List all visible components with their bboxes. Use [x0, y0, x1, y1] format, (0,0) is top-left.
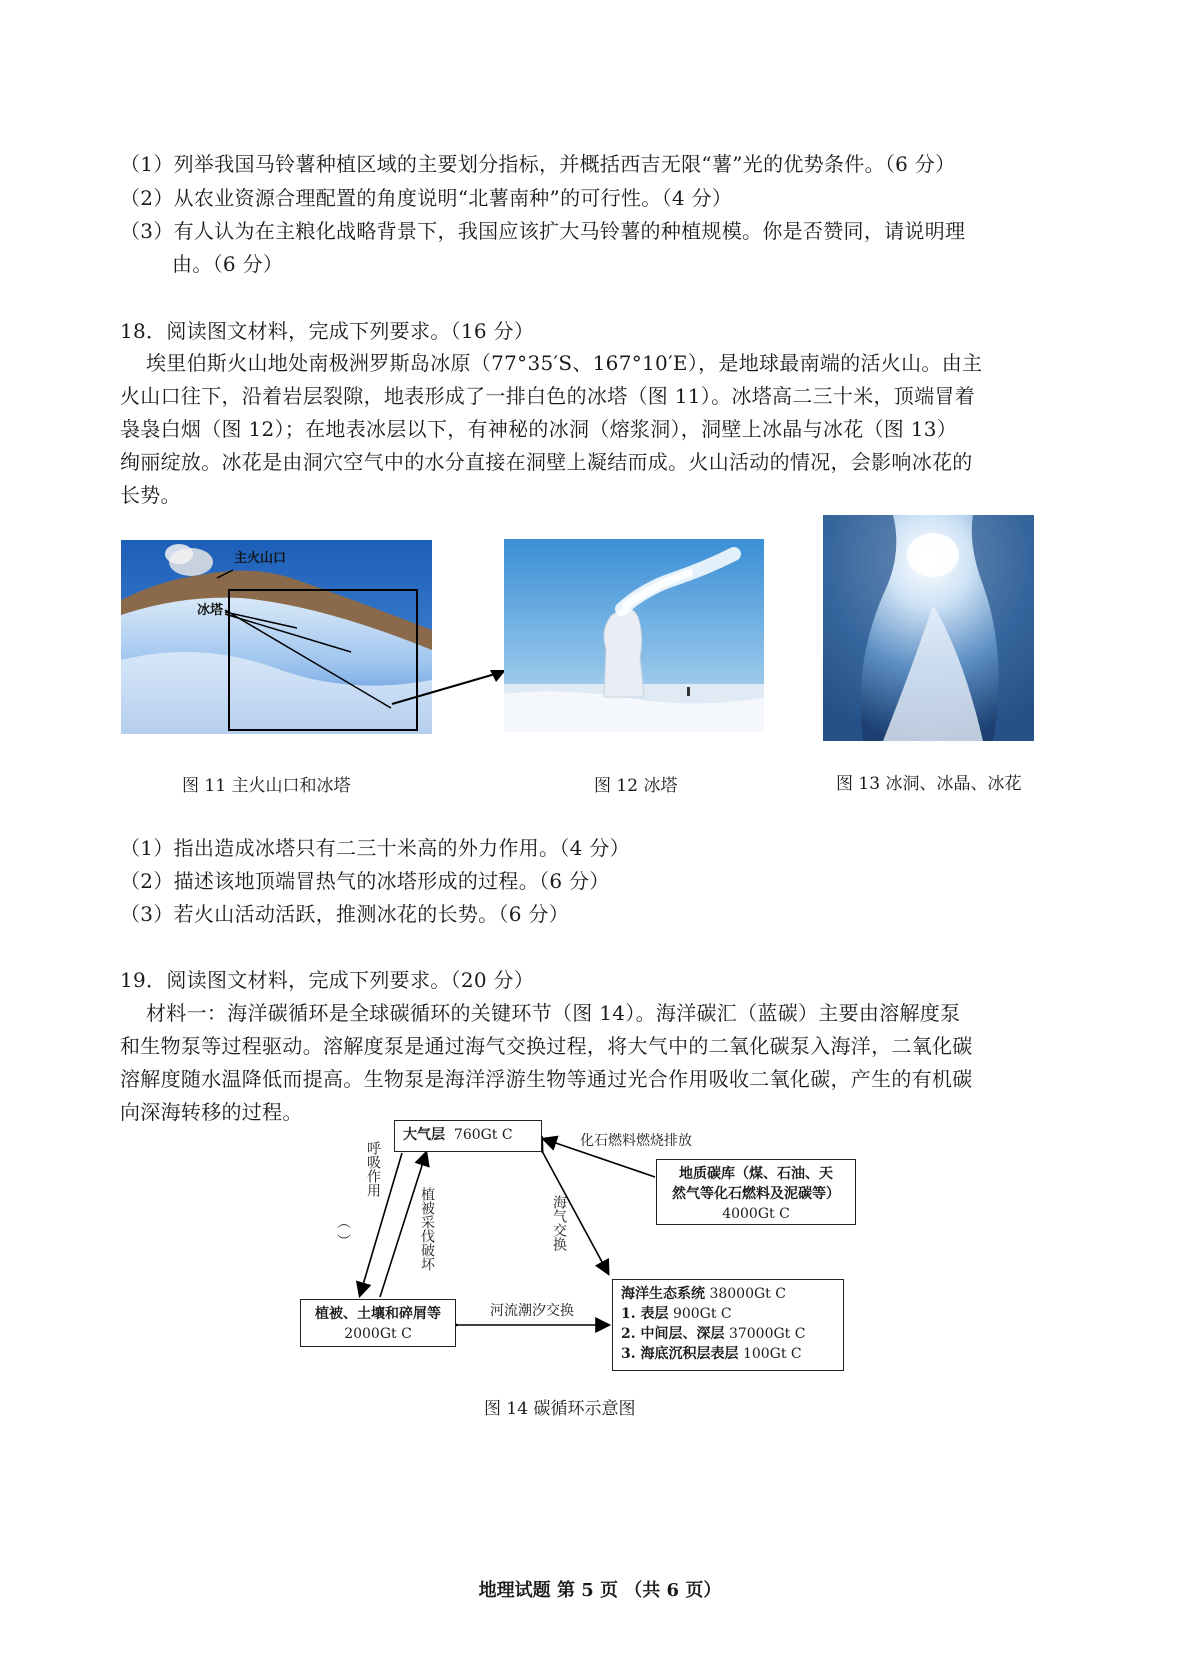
fig11-to-fig12-arrow [390, 660, 510, 710]
fig11-label-crater: 主火山口 [234, 551, 287, 566]
fig14-ocean-layer-3-name: 3. 海底沉积层表层 [621, 1346, 739, 1362]
fig14-ocean-layer-1-value: 900Gt C [672, 1306, 732, 1322]
q18-item-1: （1）指出造成冰塔只有二三十米高的外力作用。（4 分） [120, 836, 630, 860]
fig14-ocean-name: 海洋生态系统 [621, 1286, 705, 1302]
q18-item-2: （2）描述该地顶端冒热气的冰塔形成的过程。（6 分） [120, 869, 610, 893]
fig14-ocean-layer-2 [621, 1324, 835, 1344]
q18-item-3: （3）若火山活动活跃，推测冰花的长势。（6 分） [120, 902, 570, 926]
q18-text-line-3: 袅袅白烟（图 12）；在地表冰层以下，有神秘的冰洞（熔浆洞），洞壁上冰晶与冰花（图 13） [120, 417, 958, 441]
fig14-river-label: 河流潮汐交换 [490, 1303, 574, 1319]
q18-text-line-1: 埃里伯斯火山地处南极洲罗斯岛冰原（77°35′S、167°10′E），是地球最南端的活火山。由主 [146, 351, 983, 375]
fig11-caption: 图 11 主火山口和冰塔 [182, 776, 351, 796]
fig14-caption: 图 14 碳循环示意图 [484, 1399, 636, 1419]
fig14-deforest-label: 植被采伐破坏 [419, 1187, 435, 1271]
fig14-blank-label: （ ） [335, 1214, 351, 1248]
q19-title: 19．阅读图文材料，完成下列要求。（20 分） [120, 968, 535, 992]
page-footer: 地理试题 第 5 页 （共 6 页） [478, 1580, 722, 1601]
fig14-geo-name-2: 然气等化石燃料及泥碳等） [672, 1186, 840, 1202]
q19-text-line-3: 溶解度随水温降低而提高。生物泵是海洋浮游生物等通过光合作用吸收二氧化碳，产生的有机碳 [120, 1067, 973, 1091]
fig14-respiration-label: 呼吸作用 [365, 1141, 381, 1197]
fig13-caption: 图 13 冰洞、冰晶、冰花 [836, 774, 1022, 794]
q17-item-2: （2）从农业资源合理配置的角度说明“北薯南种”的可行性。（4 分） [120, 186, 733, 210]
fig14-geo-name-1: 地质碳库（煤、石油、天 [679, 1166, 833, 1182]
fig12-photo [504, 539, 764, 732]
fig11-photo [121, 540, 432, 734]
q18-text-line-5: 长势。 [120, 483, 181, 507]
fig14-ocean-layer-3 [621, 1344, 835, 1364]
fig14-ocean-layer-1-name: 1. 表层 [621, 1306, 669, 1322]
fig14-atmosphere-box [394, 1120, 542, 1152]
fig14-airsea-label: 海气交换 [551, 1195, 567, 1251]
fig14-geo-box [656, 1159, 856, 1225]
q18-text-line-2: 火山口往下，沿着岩层裂隙，地表形成了一排白色的冰塔（图 11）。冰塔高二三十米，顶端冒着 [120, 384, 976, 408]
fig14-fossil-label: 化石燃料燃烧排放 [580, 1133, 692, 1149]
q17-item-1: （1）列举我国马铃薯种植区域的主要划分指标，并概括西吉无限“薯”光的优势条件。（6 分） [120, 152, 956, 176]
q18-title: 18．阅读图文材料，完成下列要求。（16 分） [120, 319, 535, 343]
fig14-diagram [290, 1115, 860, 1375]
fig14-ocean-layer-2-value: 37000Gt C [728, 1326, 806, 1342]
fig13-photo [823, 515, 1034, 741]
fig14-ocean-layer-1 [621, 1304, 835, 1324]
fig14-veg-box [300, 1299, 456, 1347]
fig11-label-tower: 冰塔 [197, 603, 224, 618]
fig14-ocean-value: 38000Gt C [709, 1286, 786, 1302]
q18-text-line-4: 绚丽绽放。冰花是由洞穴空气中的水分直接在洞壁上凝结而成。火山活动的情况，会影响冰花的 [120, 450, 973, 474]
q19-text-line-4: 向深海转移的过程。 [120, 1100, 303, 1124]
fig14-atmosphere-name: 大气层 [403, 1127, 445, 1143]
q19-text-line-2: 和生物泵等过程驱动。溶解度泵是通过海气交换过程，将大气中的二氧化碳泵入海洋，二氧化碳 [120, 1034, 973, 1058]
fig14-ocean-box [612, 1279, 844, 1371]
fig14-ocean-layer-3-value: 100Gt C [742, 1346, 802, 1362]
fig12-caption: 图 12 冰塔 [594, 776, 678, 796]
fig14-veg-name: 植被、土壤和碎屑等 [315, 1306, 441, 1322]
fig14-atmosphere-value: 760Gt C [453, 1127, 513, 1143]
fig14-ocean-layer-2-name: 2. 中间层、深层 [621, 1326, 725, 1342]
fig14-veg-value: 2000Gt C [344, 1326, 412, 1342]
q17-item-3: （3）有人认为在主粮化战略背景下，我国应该扩大马铃薯的种植规模。你是否赞同，请说明理 [120, 219, 966, 243]
q19-text-line-1: 材料一：海洋碳循环是全球碳循环的关键环节（图 14）。海洋碳汇（蓝碳）主要由溶解度泵 [146, 1001, 961, 1025]
fig14-geo-value: 4000Gt C [722, 1206, 790, 1222]
q17-item-3-cont: 由。（6 分） [172, 252, 284, 276]
